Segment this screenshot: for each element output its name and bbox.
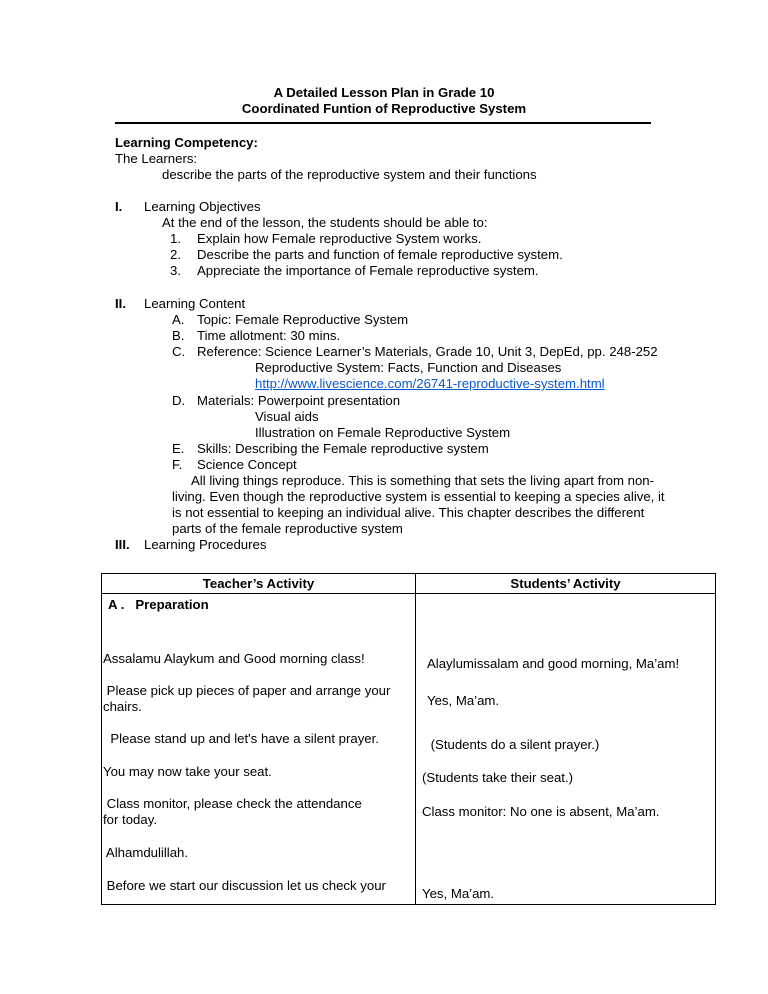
content-reference: Reference: Science Learner’s Materials, Grade 10, Unit 3, DepEd, pp. 248-252 — [197, 344, 658, 359]
content-letter: D. — [172, 393, 186, 408]
content-letter: B. — [172, 328, 185, 343]
teacher-line: Class monitor, please check the attendance — [103, 796, 362, 811]
reference-link[interactable]: http://www.livescience.com/26741-reproductive-system.html — [255, 376, 605, 391]
concept-paragraph-line: parts of the female reproductive system — [172, 521, 403, 536]
concept-paragraph-line: is not essential to keeping an individual alive. This chapter describes the different — [172, 505, 645, 520]
content-topic: Topic: Female Reproductive System — [197, 312, 409, 327]
concept-paragraph-line: All living things reproduce. This is something that sets the living apart from non- — [191, 473, 655, 488]
content-materials-line2: Visual aids — [255, 409, 319, 424]
teacher-activity-header: Teacher’s Activity — [102, 574, 416, 594]
content-materials-line3: Illustration on Female Reproductive System — [255, 425, 511, 440]
header-rule — [115, 122, 651, 124]
procedures-heading: Learning Procedures — [144, 537, 267, 552]
section-preparation: A . Preparation — [108, 597, 209, 612]
content-materials: Materials: Powerpoint presentation — [197, 393, 401, 408]
students-activity-cell — [416, 594, 716, 905]
teacher-line: Please stand up and let's have a silent prayer. — [103, 731, 379, 746]
teacher-line: Please pick up pieces of paper and arrange your — [103, 683, 391, 698]
document-subtitle: Coordinated Funtion of Reproductive System — [241, 101, 527, 116]
student-line: Alaylumissalam and good morning, Ma’am! — [427, 656, 680, 671]
students-activity-header: Students’ Activity — [416, 574, 716, 594]
objective-text: Describe the parts and function of female reproductive system. — [197, 247, 563, 262]
student-line: (Students take their seat.) — [422, 770, 573, 785]
student-line: Yes, Ma’am. — [427, 693, 500, 708]
objectives-intro: At the end of the lesson, the students should be able to: — [162, 215, 488, 230]
content-heading: Learning Content — [144, 296, 246, 311]
objective-text: Explain how Female reproductive System works. — [197, 231, 482, 246]
procedures-numeral: III. — [115, 537, 130, 552]
student-line: Class monitor: No one is absent, Ma’am. — [422, 804, 660, 819]
content-time: Time allotment: 30 mins. — [197, 328, 341, 343]
content-concept: Science Concept — [197, 457, 297, 472]
content-numeral: II. — [115, 296, 126, 311]
student-line: (Students do a silent prayer.) — [427, 737, 600, 752]
competency-learners: The Learners: — [115, 151, 198, 166]
objectives-heading: Learning Objectives — [144, 199, 261, 214]
document-title: A Detailed Lesson Plan in Grade 10 — [273, 85, 495, 100]
content-letter: E. — [172, 441, 185, 456]
objective-text: Appreciate the importance of Female reproductive system. — [197, 263, 539, 278]
content-reference-line2: Reproductive System: Facts, Function and Diseases — [255, 360, 562, 375]
teacher-line: Assalamu Alaykum and Good morning class! — [103, 651, 365, 666]
objective-number: 3. — [170, 263, 181, 278]
teacher-line: You may now take your seat. — [103, 764, 272, 779]
teacher-line: for today. — [103, 812, 157, 827]
objective-number: 2. — [170, 247, 181, 262]
teacher-line: Before we start our discussion let us check your — [103, 878, 386, 893]
objective-number: 1. — [170, 231, 181, 246]
content-letter: A. — [172, 312, 185, 327]
teacher-line: Alhamdulillah. — [103, 845, 189, 860]
activity-table — [101, 573, 716, 905]
concept-paragraph-line: living. Even though the reproductive system is essential to keeping a species alive, it — [172, 489, 665, 504]
teacher-line: chairs. — [103, 699, 142, 714]
objectives-numeral: I. — [115, 199, 123, 214]
competency-statement: describe the parts of the reproductive system and their functions — [162, 167, 537, 182]
content-letter: F. — [172, 457, 183, 472]
teacher-activity-cell — [102, 594, 416, 905]
content-skills: Skills: Describing the Female reproductive system — [197, 441, 489, 456]
competency-heading: Learning Competency: — [115, 135, 258, 150]
student-line: Yes, Ma’am. — [422, 886, 495, 901]
content-letter: C. — [172, 344, 186, 359]
